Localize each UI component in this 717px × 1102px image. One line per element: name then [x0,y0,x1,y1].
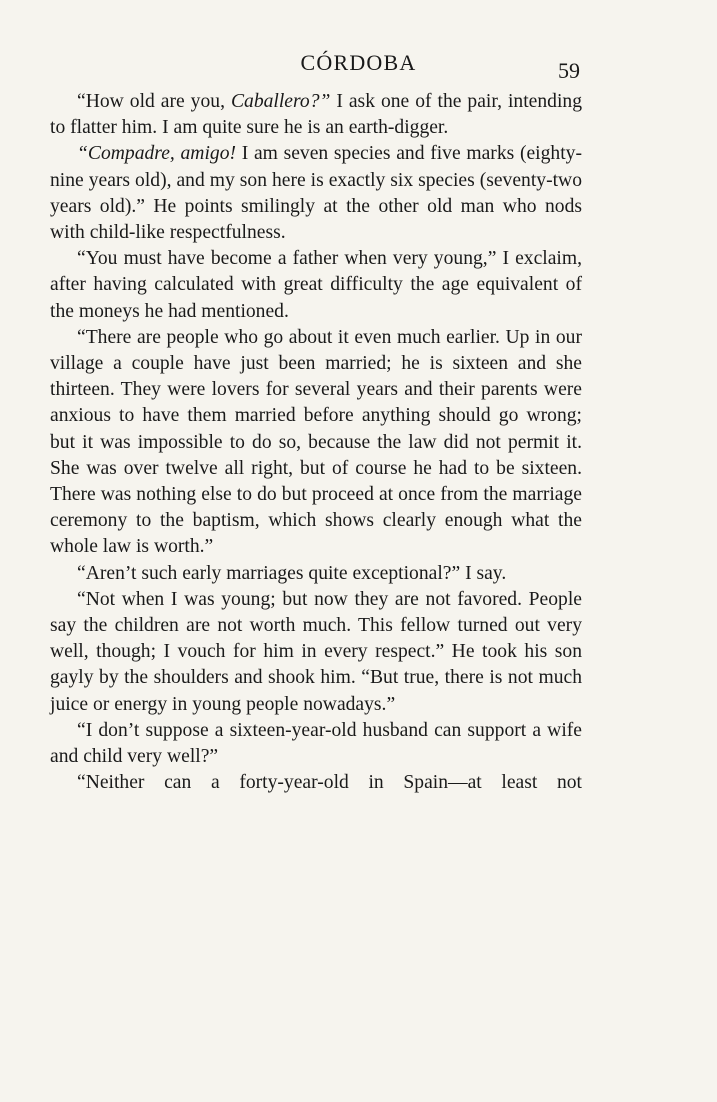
paragraph: “Aren’t such early marriages quite exceptional?” I say. [77,562,507,584]
paragraph: “There are people who go about it even much earlier. Up in our village a couple have just been married; he is sixteen and she thirteen. They were lovers for several years and their parents were anxious to have them married before anything should go wrong; but it was impossible to do so, because the law did not permit it. She was over twelve all right, but of course he had to be sixteen. There was nothing else to do but proceed at once from the marriage ceremony to the baptism, which shows clearly enough what the whole law is worth.” [50,326,582,558]
paragraph: “Neither can a forty-year-old in Spain—at least not [77,772,582,794]
paragraph [50,89,582,141]
paragraph: “Not when I was young; but now they are not favored. People say the children are not worth much. This fellow turned out very well, though; I vouch for him in every respect.” He took his son gayly by the shoulders and shook him. “But true, there is not much juice or energy in young people nowadays.” [50,588,582,715]
running-title: CÓRDOBA [300,50,417,75]
paragraph [50,141,582,246]
page-number: 59 [558,58,580,83]
paragraph-text: I am seven species and five marks (eighty-nine years old), and my son here is exactly six species (seventy-two years old).” He points smilingly at the other old man who nods with child-like respectfulness. [50,143,582,244]
italic-text: Caballero?” [230,91,331,112]
paragraph-text: I ask one of the pair, intending to flatter him. I am quite sure he is an earth-digger. [50,91,582,139]
paragraph-text: “How old are you, [77,91,231,112]
paragraph: “You must have become a father when very young,” I exclaim, after having calculated with great difficulty the age equivalent of the moneys he had mentioned. [50,248,582,322]
italic-text: “Compadre, amigo! [77,143,237,165]
running-head [0,50,717,83]
body-text [50,89,582,796]
paragraph: “I don’t suppose a sixteen-year-old husband can support a wife and child very well?” [50,719,582,768]
